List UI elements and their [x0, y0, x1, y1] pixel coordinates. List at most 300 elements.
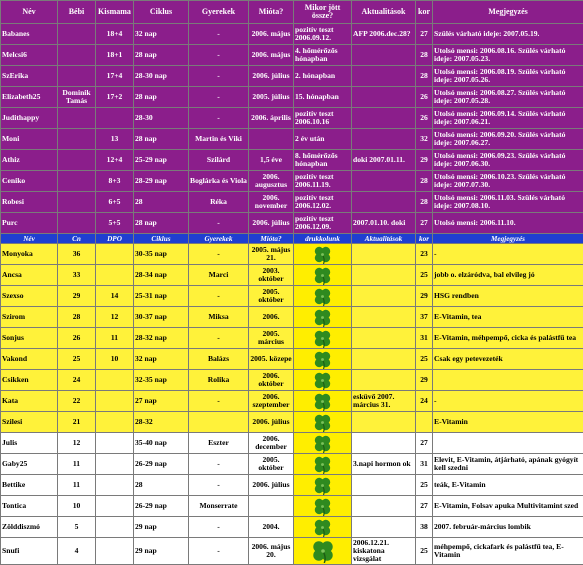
cell-kor: 27 — [416, 496, 433, 517]
table-row — [1, 24, 583, 45]
cell-cn: 4 — [58, 538, 96, 565]
cell-kor: 38 — [416, 517, 433, 538]
cell-bobi: Dominik Tamás — [58, 87, 96, 108]
table-row — [1, 286, 583, 307]
cell-drukkolunk — [294, 475, 352, 496]
col-header-megjegyzes: Megjegyzés — [433, 1, 583, 24]
cell-nev: Sonjus — [1, 328, 58, 349]
four-leaf-clover-icon — [294, 497, 351, 516]
cell-gyerekek: Réka — [189, 192, 249, 213]
cell-bobi — [58, 129, 96, 150]
cell-ciklus: 30-35 nap — [134, 244, 189, 265]
cell-miota: 2005. március — [249, 328, 294, 349]
cell-gyerekek: Boglárka és Viola — [189, 171, 249, 192]
cell-miota: 2006. május — [249, 45, 294, 66]
table-row — [1, 129, 583, 150]
cell-megjegyzes: - — [433, 244, 583, 265]
cell-nev: Melcsi6 — [1, 45, 58, 66]
cell-kor: 25 — [416, 538, 433, 565]
cell-ciklus: 28 nap — [134, 87, 189, 108]
table-row — [1, 349, 583, 370]
cell-bobi — [58, 24, 96, 45]
cell-dpo — [96, 517, 134, 538]
cell-megjegyzes: Utolsó mensi: 2006.08.16. Szülés várható ideje: 2007.05.23. — [433, 45, 583, 66]
cell-miota: 2005. október — [249, 454, 294, 475]
cell-aktualitasok — [352, 244, 416, 265]
cell-ciklus: 27 nap — [134, 391, 189, 412]
cell-gyerekek: Balázs — [189, 349, 249, 370]
cell-nev: Tontica — [1, 496, 58, 517]
cell-ciklus: 28-30 nap — [134, 66, 189, 87]
cell-megjegyzes: 2007. február-március lombik — [433, 517, 583, 538]
table-row — [1, 454, 583, 475]
cell-bobi — [58, 45, 96, 66]
cell-miota: 2006. október — [249, 370, 294, 391]
cell-aktualitasok: 2007.01.10. doki — [352, 213, 416, 234]
cell-megjegyzes: Utolsó mensi: 2006.09.20. Szülés várható ideje: 2007.06.27. — [433, 129, 583, 150]
four-leaf-clover-icon — [294, 518, 351, 537]
table-row — [1, 328, 583, 349]
cell-gyerekek: - — [189, 24, 249, 45]
cell-ciklus: 32 nap — [134, 349, 189, 370]
cell-aktualitasok: esküvő 2007. március 31. — [352, 391, 416, 412]
cell-bobi — [58, 150, 96, 171]
cell-miota: 2006. április — [249, 108, 294, 129]
cell-nev: Zölddiszmó — [1, 517, 58, 538]
cell-gyerekek: - — [189, 244, 249, 265]
cell-cn: 12 — [58, 433, 96, 454]
cell-cn: 24 — [58, 370, 96, 391]
table-row — [1, 412, 583, 433]
cell-dpo — [96, 454, 134, 475]
cell-dpo — [96, 475, 134, 496]
cell-cn: 11 — [58, 454, 96, 475]
cell-kismama: 13 — [96, 129, 134, 150]
cell-gyerekek: - — [189, 66, 249, 87]
four-leaf-clover-icon — [294, 434, 351, 453]
cell-miota: 2003. október — [249, 265, 294, 286]
cell-cn: 33 — [58, 265, 96, 286]
cell-miota: 2006. július — [249, 412, 294, 433]
table-row — [1, 45, 583, 66]
cell-miota: 1,5 éve — [249, 150, 294, 171]
cell-aktualitasok — [352, 307, 416, 328]
cell-dpo — [96, 412, 134, 433]
cell-aktualitasok — [352, 328, 416, 349]
cell-drukkolunk — [294, 265, 352, 286]
sep-header-ciklus: Ciklus — [134, 234, 189, 244]
cell-nev: Szirom — [1, 307, 58, 328]
cell-nev: Julis — [1, 433, 58, 454]
cell-kor: 32 — [416, 129, 433, 150]
cell-miota: 2006. május — [249, 24, 294, 45]
cell-gyerekek: - — [189, 538, 249, 565]
cell-mikor: pozitív teszt 2006.12.09. — [294, 213, 352, 234]
cell-dpo — [96, 433, 134, 454]
cell-ciklus: 32-35 nap — [134, 370, 189, 391]
cell-drukkolunk — [294, 454, 352, 475]
cell-aktualitasok — [352, 66, 416, 87]
cell-nev: Szilesi — [1, 412, 58, 433]
cell-gyerekek: Martin és Viki — [189, 129, 249, 150]
cell-drukkolunk — [294, 349, 352, 370]
cell-kor: 25 — [416, 475, 433, 496]
col-header-nev: Név — [1, 1, 58, 24]
cell-kor: 29 — [416, 286, 433, 307]
cell-cn: 11 — [58, 475, 96, 496]
cell-megjegyzes: E-Vitamin, Folsav apuka Multivitamint szed — [433, 496, 583, 517]
cell-gyerekek: Marci — [189, 265, 249, 286]
table-row — [1, 496, 583, 517]
cell-megjegyzes: Utolsó mensi: 2006.11.03. Szülés várható ideje: 2007.08.10. — [433, 192, 583, 213]
cell-megjegyzes: - — [433, 391, 583, 412]
cell-miota — [249, 496, 294, 517]
cell-dpo: 14 — [96, 286, 134, 307]
cell-nev: Elizabeth25 — [1, 87, 58, 108]
table-row — [1, 150, 583, 171]
cell-dpo — [96, 496, 134, 517]
table-row — [1, 108, 583, 129]
cell-aktualitasok — [352, 433, 416, 454]
cell-gyerekek: Szilárd — [189, 150, 249, 171]
cell-miota: 2006. május 20. — [249, 538, 294, 565]
cell-kor: 31 — [416, 328, 433, 349]
cell-megjegyzes: E-Vitamin, tea — [433, 307, 583, 328]
cell-megjegyzes: E-Vitamin, méhpempő, cicka és palástfű tea — [433, 328, 583, 349]
cell-ciklus: 28-29 nap — [134, 171, 189, 192]
cell-gyerekek: Miksa — [189, 307, 249, 328]
cell-ciklus: 25-31 nap — [134, 286, 189, 307]
cell-mikor: pozitív teszt 2006.09.12. — [294, 24, 352, 45]
col-header-bobi: Bébi — [58, 1, 96, 24]
cell-gyerekek: - — [189, 108, 249, 129]
cell-bobi — [58, 108, 96, 129]
table-row — [1, 265, 583, 286]
cell-drukkolunk — [294, 244, 352, 265]
cell-mikor: 15. hónapban — [294, 87, 352, 108]
cell-kor: 28 — [416, 45, 433, 66]
cell-ciklus: 28 — [134, 192, 189, 213]
table-row — [1, 370, 583, 391]
cell-nev: Athiz — [1, 150, 58, 171]
cell-dpo — [96, 265, 134, 286]
cell-drukkolunk — [294, 370, 352, 391]
cell-gyerekek: Eszter — [189, 433, 249, 454]
four-leaf-clover-icon — [294, 413, 351, 432]
four-leaf-clover-icon — [294, 329, 351, 348]
cell-kor: 25 — [416, 349, 433, 370]
cell-nev: Judithappy — [1, 108, 58, 129]
cell-dpo — [96, 370, 134, 391]
cell-kismama — [96, 108, 134, 129]
cell-miota: 2006. július — [249, 213, 294, 234]
cell-cn: 22 — [58, 391, 96, 412]
sep-header-akt: Aktualitások — [352, 234, 416, 244]
cell-ciklus: 28-34 nap — [134, 265, 189, 286]
cell-nev: Robesi — [1, 192, 58, 213]
cell-drukkolunk — [294, 517, 352, 538]
cell-mikor: 8. hőmérőzős hónapban — [294, 150, 352, 171]
table-row — [1, 87, 583, 108]
table-row — [1, 192, 583, 213]
cell-kismama: 5+5 — [96, 213, 134, 234]
cell-miota: 2006. szeptember — [249, 391, 294, 412]
cell-mikor: pozitív teszt 2006.12.02. — [294, 192, 352, 213]
cell-kor: 28 — [416, 171, 433, 192]
cell-megjegyzes: Szülés várható ideje: 2007.05.19. — [433, 24, 583, 45]
cell-bobi — [58, 171, 96, 192]
cell-cn: 28 — [58, 307, 96, 328]
col-header-miota: Mióta? — [249, 1, 294, 24]
cell-gyerekek: - — [189, 454, 249, 475]
sep-header-megj: Megjegyzés — [433, 234, 583, 244]
cell-kor: 23 — [416, 244, 433, 265]
cell-aktualitasok: 2006.12.21. kiskatona vizsgálat — [352, 538, 416, 565]
cell-ciklus: 26-29 nap — [134, 454, 189, 475]
cell-ciklus: 28 nap — [134, 129, 189, 150]
cell-ciklus: 26-29 nap — [134, 496, 189, 517]
cell-kismama: 6+5 — [96, 192, 134, 213]
cell-mikor: pozitív teszt 2006.11.19. — [294, 171, 352, 192]
sep-header-miota: Mióta? — [249, 234, 294, 244]
table-row — [1, 213, 583, 234]
cell-aktualitasok — [352, 412, 416, 433]
cell-megjegyzes: méhpempő, cickafark és palástfű tea, E-Vitamin — [433, 538, 583, 565]
cell-kor: 27 — [416, 433, 433, 454]
cell-kor: 26 — [416, 108, 433, 129]
four-leaf-clover-icon — [294, 308, 351, 327]
four-leaf-clover-icon — [294, 455, 351, 474]
cell-bobi — [58, 213, 96, 234]
cell-gyerekek: - — [189, 391, 249, 412]
cell-gyerekek: - — [189, 328, 249, 349]
cell-dpo: 10 — [96, 349, 134, 370]
cell-kismama: 17+4 — [96, 66, 134, 87]
cell-megjegyzes: Utolsó mensi: 2006.09.23. Szülés várható ideje: 2007.06.30. — [433, 150, 583, 171]
cell-drukkolunk — [294, 412, 352, 433]
cell-kor: 31 — [416, 454, 433, 475]
cell-aktualitasok — [352, 517, 416, 538]
cell-kismama: 18+1 — [96, 45, 134, 66]
table-row — [1, 475, 583, 496]
col-header-ciklus: Ciklus — [134, 1, 189, 24]
cell-aktualitasok — [352, 171, 416, 192]
cell-megjegyzes: Utolsó mensi: 2006.11.10. — [433, 213, 583, 234]
header-row — [1, 1, 583, 24]
cell-nev: Monyoka — [1, 244, 58, 265]
cell-nev: Kata — [1, 391, 58, 412]
cell-kor: 29 — [416, 150, 433, 171]
cell-miota: 2004. — [249, 517, 294, 538]
four-leaf-clover-icon — [294, 371, 351, 390]
cell-aktualitasok — [352, 349, 416, 370]
cell-aktualitasok — [352, 475, 416, 496]
cell-kor — [416, 412, 433, 433]
cell-kismama: 12+4 — [96, 150, 134, 171]
cell-miota: 2006. december — [249, 433, 294, 454]
separator-section — [1, 234, 583, 244]
cell-kor: 26 — [416, 87, 433, 108]
four-leaf-clover-icon — [294, 287, 351, 306]
four-leaf-clover-icon — [294, 350, 351, 369]
cell-aktualitasok — [352, 45, 416, 66]
cell-miota: 2005. október — [249, 286, 294, 307]
cell-nev: Gaby25 — [1, 454, 58, 475]
cell-aktualitasok: 3.napi hormon ok — [352, 454, 416, 475]
cell-aktualitasok — [352, 265, 416, 286]
cell-miota: 2005. július — [249, 87, 294, 108]
cell-megjegyzes: teák, E-Vitamin — [433, 475, 583, 496]
cell-kor: 24 — [416, 391, 433, 412]
col-header-kor: kor — [416, 1, 433, 24]
col-header-aktualitasok: Aktualitások — [352, 1, 416, 24]
cell-megjegyzes — [433, 370, 583, 391]
sep-header-kor: kor — [416, 234, 433, 244]
cell-kismama: 17+2 — [96, 87, 134, 108]
cell-nev: Purc — [1, 213, 58, 234]
cell-drukkolunk — [294, 433, 352, 454]
four-leaf-clover-icon — [294, 266, 351, 285]
cell-ciklus: 25-29 nap — [134, 150, 189, 171]
cell-ciklus: 29 nap — [134, 538, 189, 565]
cell-gyerekek: - — [189, 87, 249, 108]
sep-header-nev: Név — [1, 234, 58, 244]
cell-kor: 27 — [416, 24, 433, 45]
four-leaf-clover-icon — [294, 245, 351, 264]
cell-gyerekek: Rolika — [189, 370, 249, 391]
cell-aktualitasok: AFP 2006.dec.28? — [352, 24, 416, 45]
cell-aktualitasok — [352, 286, 416, 307]
table-row — [1, 391, 583, 412]
cell-aktualitasok — [352, 496, 416, 517]
cell-megjegyzes: Elevit, E-Vitamin, átjárható, apának gyógyít kell szedni — [433, 454, 583, 475]
col-header-mikor: Mikor jött össze? — [294, 1, 352, 24]
cell-nev: Csikken — [1, 370, 58, 391]
cell-drukkolunk — [294, 286, 352, 307]
cell-megjegyzes: Utolsó mensi: 2006.08.19. Szülés várható ideje: 2007.05.26. — [433, 66, 583, 87]
pregnant-section — [1, 24, 583, 234]
cell-aktualitasok — [352, 108, 416, 129]
table-row — [1, 517, 583, 538]
cell-megjegyzes: Csak egy petevezeték — [433, 349, 583, 370]
cell-megjegyzes: jobb o. elzáródva, bal elvileg jó — [433, 265, 583, 286]
cell-gyerekek: - — [189, 517, 249, 538]
cell-miota: 2005. közepe — [249, 349, 294, 370]
cell-megjegyzes: Utolsó mensi: 2006.09.14. Szülés várható ideje: 2007.06.21. — [433, 108, 583, 129]
cell-dpo — [96, 391, 134, 412]
cell-miota: 2006. — [249, 307, 294, 328]
cell-ciklus: 32 nap — [134, 24, 189, 45]
cell-ciklus: 28-32 nap — [134, 328, 189, 349]
cell-gyerekek: - — [189, 286, 249, 307]
cell-drukkolunk — [294, 496, 352, 517]
cell-drukkolunk — [294, 391, 352, 412]
cell-gyerekek: - — [189, 475, 249, 496]
cell-bobi — [58, 66, 96, 87]
cell-kor: 28 — [416, 66, 433, 87]
col-header-kismama: Kismama — [96, 1, 134, 24]
cell-dpo — [96, 244, 134, 265]
cell-nev: Babanes — [1, 24, 58, 45]
cell-cn: 21 — [58, 412, 96, 433]
cell-nev: Vakond — [1, 349, 58, 370]
cell-gyerekek: - — [189, 213, 249, 234]
cell-drukkolunk — [294, 328, 352, 349]
cell-dpo: 12 — [96, 307, 134, 328]
cell-aktualitasok — [352, 192, 416, 213]
sep-header-drukk: drukkolunk — [294, 234, 352, 244]
four-leaf-clover-icon — [294, 392, 351, 411]
cell-kismama: 8+3 — [96, 171, 134, 192]
cell-cn: 25 — [58, 349, 96, 370]
cell-miota: 2006. augusztus — [249, 171, 294, 192]
sep-header-dpo: DPO — [96, 234, 134, 244]
cell-ciklus: 28 — [134, 475, 189, 496]
sep-header-cn: Cn — [58, 234, 96, 244]
cell-kor: 37 — [416, 307, 433, 328]
cell-nev: Bettike — [1, 475, 58, 496]
cell-nev: SzErika — [1, 66, 58, 87]
cell-mikor: 4. hőmérőzős hónapban — [294, 45, 352, 66]
cell-nev: Ceniko — [1, 171, 58, 192]
cell-kor: 29 — [416, 370, 433, 391]
cell-cn: 10 — [58, 496, 96, 517]
four-leaf-clover-icon — [294, 476, 351, 495]
cell-gyerekek — [189, 412, 249, 433]
trying-section — [1, 244, 583, 565]
cell-megjegyzes — [433, 433, 583, 454]
sep-header-gyerekek: Gyerekek — [189, 234, 249, 244]
table-row — [1, 171, 583, 192]
cell-mikor: 2. hónapban — [294, 66, 352, 87]
cell-miota — [249, 129, 294, 150]
cell-gyerekek: Monserrate — [189, 496, 249, 517]
cell-cn: 26 — [58, 328, 96, 349]
cell-kor: 28 — [416, 192, 433, 213]
cell-megjegyzes: HSG rendben — [433, 286, 583, 307]
table-row — [1, 66, 583, 87]
cell-nev: Ancsa — [1, 265, 58, 286]
separator-header-row — [1, 234, 583, 244]
cell-ciklus: 29 nap — [134, 517, 189, 538]
cell-dpo: 11 — [96, 328, 134, 349]
cell-ciklus: 28-30 — [134, 108, 189, 129]
cell-cn: 29 — [58, 286, 96, 307]
cell-aktualitasok — [352, 370, 416, 391]
cell-nev: Szexso — [1, 286, 58, 307]
cell-megjegyzes: Utolsó mensi: 2006.08.27. Szülés várható ideje: 2007.05.28. — [433, 87, 583, 108]
cell-kor: 27 — [416, 213, 433, 234]
cell-drukkolunk — [294, 307, 352, 328]
table-row — [1, 307, 583, 328]
cell-ciklus: 30-37 nap — [134, 307, 189, 328]
cell-ciklus: 28 nap — [134, 213, 189, 234]
cell-aktualitasok — [352, 129, 416, 150]
cell-miota: 2006. július — [249, 66, 294, 87]
cell-bobi — [58, 192, 96, 213]
cell-kismama: 18+4 — [96, 24, 134, 45]
cell-megjegyzes: Utolsó mensi: 2006.10.23. Szülés várható ideje: 2007.07.30. — [433, 171, 583, 192]
cell-aktualitasok: doki 2007.01.11. — [352, 150, 416, 171]
cell-kor: 25 — [416, 265, 433, 286]
cell-mikor: 2 év után — [294, 129, 352, 150]
cell-cn: 5 — [58, 517, 96, 538]
table-row — [1, 244, 583, 265]
cell-miota: 2005. május 21. — [249, 244, 294, 265]
cell-ciklus: 28 nap — [134, 45, 189, 66]
cell-nev: Snufi — [1, 538, 58, 565]
cell-ciklus: 28-32 — [134, 412, 189, 433]
